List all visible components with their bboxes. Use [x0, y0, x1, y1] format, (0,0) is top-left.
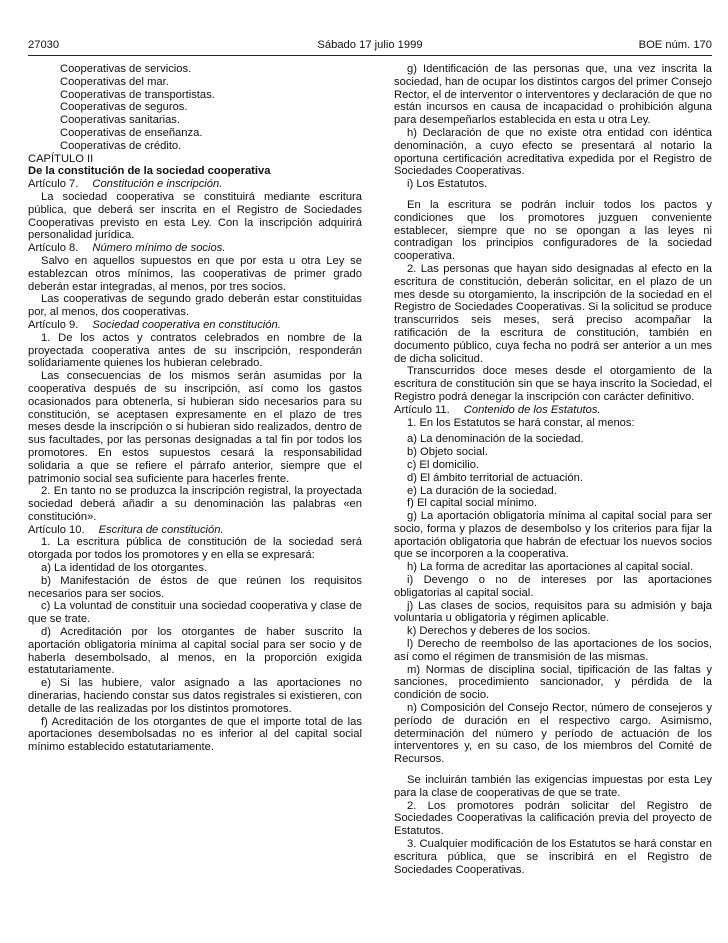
article-title: Contenido de los Estatutos. [463, 403, 601, 416]
article-number: Artículo 8. [28, 242, 79, 255]
list-item: l) Derecho de reembolso de las aportaciones de los socios, así como el régimen de transmisión de las mismas. [394, 638, 712, 663]
list-item: c) El domicilio. [407, 458, 480, 471]
list-item: n) Composición del Consejo Rector, número de consejeros y período de duración en el respectivo cargo. Asimismo, determinación del número y período de actuación de los interventores y, en su caso, de los miembros del Comité de Recursos. [394, 702, 712, 766]
list-item: h) La forma de acreditar las aportaciones al capital social. [407, 561, 694, 574]
document-page [28, 0, 712, 943]
paragraph: 2. En tanto no se produzca la inscripción registral, la proyectada sociedad deberá añadir a su denominación las palabras «en constitución». [28, 485, 362, 523]
article-heading [28, 319, 362, 332]
list-item: f) Acreditación de los otorgantes de que el importe total de las aportaciones desembolsadas no es inferior al del capital social mínimo establecido estatutariamente. [28, 715, 362, 754]
list-item: Cooperativas de servicios. [60, 63, 192, 75]
article-title: Número mínimo de socios. [92, 242, 226, 255]
article-title: Sociedad cooperativa en constitución. [92, 318, 281, 331]
publication-date: Sábado 17 julio 1999 [317, 39, 423, 51]
list-item: j) Las clases de socios, requisitos para su admisión y baja voluntaria u obligatoria y régimen aplicable. [394, 599, 712, 625]
list-item: m) Normas de disciplina social, tipificación de las faltas y sanciones, procedimiento sancionador, y pérdida de la condición de socio. [394, 663, 712, 702]
list-item: k) Derechos y deberes de los socios. [407, 625, 591, 638]
list-item: g) Identificación de las personas que, una vez inscrita la sociedad, han de ocupar los distintos cargos del primer Consejo Rector, el de interventor o interventores y declaración de que no están incursos en causa de incapacidad o prohibición alguna para desempeñarlos establecida en esta u otra Ley. [394, 63, 712, 127]
list-item: i) Los Estatutos. [407, 178, 488, 191]
article-number: Artículo 10. [28, 523, 85, 536]
list-item: e) Si las hubiere, valor asignado a las aportaciones no dinerarias, haciendo constar sus datos registrales si existieren, con detalle de las realizadas por los distintos promotores. [28, 677, 362, 715]
list-item: h) Declaración de que no existe otra entidad con idéntica denominación, a cuyo efecto se presentará al notario la oportuna certificación acreditativa expedida por el Registro de Sociedades Cooperativas. [394, 126, 712, 178]
paragraph: 3. Cualquier modificación de los Estatutos se hará constar en escritura pública, que se inscribirá en el Registro de Sociedades Cooperativas. [394, 838, 712, 876]
list-item: b) Manifestación de éstos de que reúnen los requisitos necesarios para ser socios. [28, 574, 362, 600]
list-item: g) La aportación obligatoria mínima al capital social para ser socio, forma y plazos de desembolso y los criterios para fijar la aportación obligatoria que habrán de efectuar los nuevos socios que se incorporen a la cooperativa. [394, 510, 712, 561]
paragraph: Las consecuencias de los mismos serán asumidas por la cooperativa después de su inscripción, así como los gastos ocasionados para obtenerla, si hubieran sido necesarios para su constitución, se aceptasen expresamente en el plazo de tres meses desde la inscripción o si hubieran sido realizados, dentro de sus facultades, por las personas designadas a tal fin por todos los promotores. En estos supuestos cesará la responsabilidad solidaria a que se refiere el párrafo anterior, siempre que el patrimonio social sea suficiente para hacerles frente. [28, 370, 362, 485]
article-heading [28, 524, 362, 537]
list-item: Cooperativas sanitarias. [60, 114, 181, 127]
article-number: Artículo 9. [28, 318, 79, 331]
list-item: f) El capital social mínimo. [407, 497, 537, 510]
left-column [28, 63, 362, 754]
article-title: Constitución e inscripción. [92, 178, 223, 191]
paragraph: 2. Las personas que hayan sido designadas al efecto en la escritura de constitución, deberán solicitar, en el plazo de un mes desde su otorgamiento, la inscripción de la sociedad en el Registro de Sociedades Cooperativas. Si la solicitud se produce transcurridos seis meses, será preciso acompañar la ratificación de la escritura de constitución, también en documento público, cuya fecha no podrá ser anterior a un mes de dicha solicitud. [394, 262, 712, 365]
paragraph: Se incluirán también las exigencias impuestas por esta Ley para la clase de cooperativas de que se trate. [394, 774, 712, 799]
paragraph: 1. De los actos y contratos celebrados en nombre de la proyectada cooperativa antes de su inscripción, responderán solidariamente quienes los hubieran celebrado. [28, 331, 362, 370]
spacer [394, 191, 712, 199]
paragraph: 1. En los Estatutos se hará constar, al menos: [407, 416, 635, 429]
list-item: Cooperativas de enseñanza. [60, 126, 203, 139]
article-heading [28, 178, 362, 191]
list-item: b) Objeto social. [407, 446, 488, 459]
chapter-title: De la constitución de la sociedad cooperativa [28, 165, 271, 178]
list-item: Cooperativas de transportistas. [60, 88, 215, 101]
paragraph: Salvo en aquellos supuestos en que por esta u otra Ley se establezcan otros mínimos, las cooperativas de primer grado deberán estar integradas, al menos, por tres socios. [28, 254, 362, 293]
list-item: a) La denominación de la sociedad. [407, 433, 584, 446]
header-rule [28, 55, 712, 56]
page-header [28, 38, 712, 52]
paragraph: La sociedad cooperativa se constituirá mediante escritura pública, que deberá ser inscrita en el Registro de Sociedades Cooperativas previsto en esta Ley. Con la inscripción adquirirá personalidad jurídica. [28, 190, 362, 242]
article-heading [28, 242, 362, 255]
paragraph: Las cooperativas de segundo grado deberán estar constituidas por, al menos, dos cooperativas. [28, 293, 362, 319]
boe-issue: BOE núm. 170 [638, 39, 712, 51]
paragraph: En la escritura se podrán incluir todos los pactos y condiciones que los promotores juzguen conveniente establecer, siempre que no se opongan a las leyes ni contradigan los principios configuradores de la sociedad cooperativa. [394, 198, 712, 263]
list-item: e) La duración de la sociedad. [407, 484, 557, 497]
article-number: Artículo 7. [28, 178, 79, 191]
list-item: c) La voluntad de constituir una sociedad cooperativa y clase de que se trate. [28, 600, 362, 626]
list-item: d) Acreditación por los otorgantes de haber suscrito la aportación obligatoria mínima al capital social para ser socio y de haberla desembolsado, al menos, en la proporción exigida estatutariamente. [28, 626, 362, 677]
paragraph: Transcurridos doce meses desde el otorgamiento de la escritura de constitución sin que se haya inscrito la Sociedad, el Registro podrá denegar la inscripción con carácter definitivo. [394, 365, 712, 403]
article-heading [394, 404, 712, 417]
spacer [394, 766, 712, 774]
right-column [394, 63, 712, 876]
article-title: Escritura de constitución. [98, 523, 224, 536]
list-item: Cooperativas del mar. [60, 75, 169, 88]
list-item: Cooperativas de crédito. [60, 139, 182, 152]
list-item: Cooperativas de seguros. [60, 101, 188, 114]
paragraph: 1. La escritura pública de constitución de la sociedad será otorgada por todos los promotores y en ella se expresará: [28, 536, 362, 562]
list-item: i) Devengo o no de intereses por las aportaciones obligatorias al capital social. [394, 574, 712, 599]
list-item: d) El ámbito territorial de actuación. [407, 471, 583, 484]
cooperative-type-list [28, 63, 362, 153]
list-item: a) La identidad de los otorgantes. [41, 562, 208, 575]
paragraph: 2. Los promotores podrán solicitar del Registro de Sociedades Cooperativas la calificación previa del proyecto de Estatutos. [394, 799, 712, 838]
article-number: Artículo 11. [394, 403, 450, 416]
page-number: 27030 [28, 39, 60, 51]
chapter-number: CAPÍTULO II [28, 152, 94, 165]
